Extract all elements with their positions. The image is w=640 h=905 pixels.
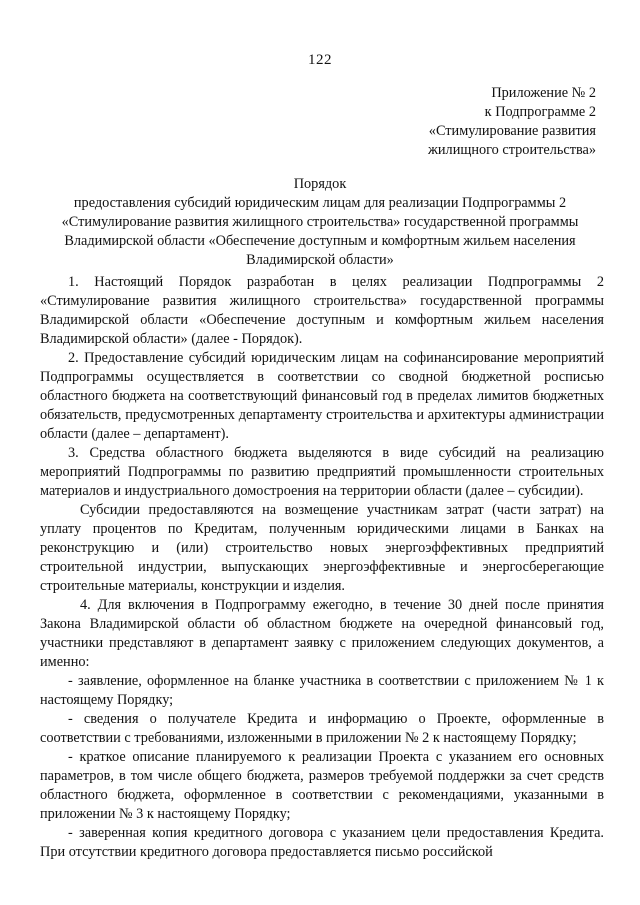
- appendix-line-2: к Подпрограмме 2: [484, 104, 596, 120]
- appendix-line-3: «Стимулирование развития: [428, 123, 596, 139]
- paragraph-subsidies: Субсидии предоставляются на возмещение участникам затрат (части затрат) на уплату процентов по Кредитам, полученным юридическими лицами в Банках на реконструкцию и (или) строительство новых энергоэффективных предприятий строительной индустрии, выпускающих энергоэффективные и энергосберегающие строительные материалы, конструкции и изделия.: [40, 502, 604, 594]
- paragraph-1: 1. Настоящий Порядок разработан в целях реализации Подпрограммы 2 «Стимулирование развития жилищного строительства» государственной программы Владимирской области «Обеспечение доступным и комфортным жильем населения Владимирской области» (далее - Порядок).: [40, 274, 604, 347]
- list-item-credit-agreement: - заверенная копия кредитного договора с указанием цели предоставления Кредита. При отсутствии кредитного договора предоставляется письмо российской: [40, 825, 604, 860]
- paragraph-3: 3. Средства областного бюджета выделяются в виде субсидий на реализацию мероприятий Подпрограммы по развитию предприятий промышленности строительных материалов и индустриального домостроения на территории области (далее – субсидии).: [40, 445, 604, 499]
- page-number: 122: [308, 52, 332, 68]
- list-item-borrower-info: - сведения о получателе Кредита и информацию о Проекте, оформленные в соответствии с требованиями, изложенными в приложении № 2 к настоящему Порядку;: [40, 711, 604, 746]
- appendix-line-4: жилищного строительства»: [428, 142, 596, 158]
- title-subtitle: предоставления субсидий юридическим лицам для реализации Подпрограммы 2 «Стимулирование развития жилищного строительства» государственной программы Владимирской области «Обеспечение доступным и комфортным жильем населения Владимирской области»: [61, 195, 579, 268]
- document-title: [30, 175, 610, 270]
- list-item-application: - заявление, оформленное на бланке участника в соответствии с приложением № 1 к настоящему Порядку;: [40, 673, 604, 708]
- appendix-line-1: Приложение № 2: [491, 85, 596, 101]
- paragraph-2: 2. Предоставление субсидий юридическим лицам на софинансирование мероприятий Подпрограммы осуществляется в соответствии со сводной бюджетной росписью областного бюджета на соответствующий финансовый год в пределах лимитов бюджетных обязательств, предусмотренных департаменту строительства и архитектуры администрации области (далее – департамент).: [40, 350, 604, 442]
- list-item-project-description: - краткое описание планируемого к реализации Проекта с указанием его основных параметров, в том числе общего бюджета, размеров требуемой поддержки за счет средств областного бюджета, оформленное в соответствии с рекомендациями, указанными в приложении № 3 к настоящему Порядку;: [40, 749, 604, 822]
- paragraph-4: 4. Для включения в Подпрограмму ежегодно, в течение 30 дней после принятия Закона Владимирской области об областном бюджете на очередной финансовый год, участники представляют в департамент заявку с приложением следующих документов, а именно:: [40, 597, 604, 670]
- appendix-header: [428, 84, 596, 160]
- document-body: [40, 273, 604, 862]
- title-heading: Порядок: [293, 176, 347, 192]
